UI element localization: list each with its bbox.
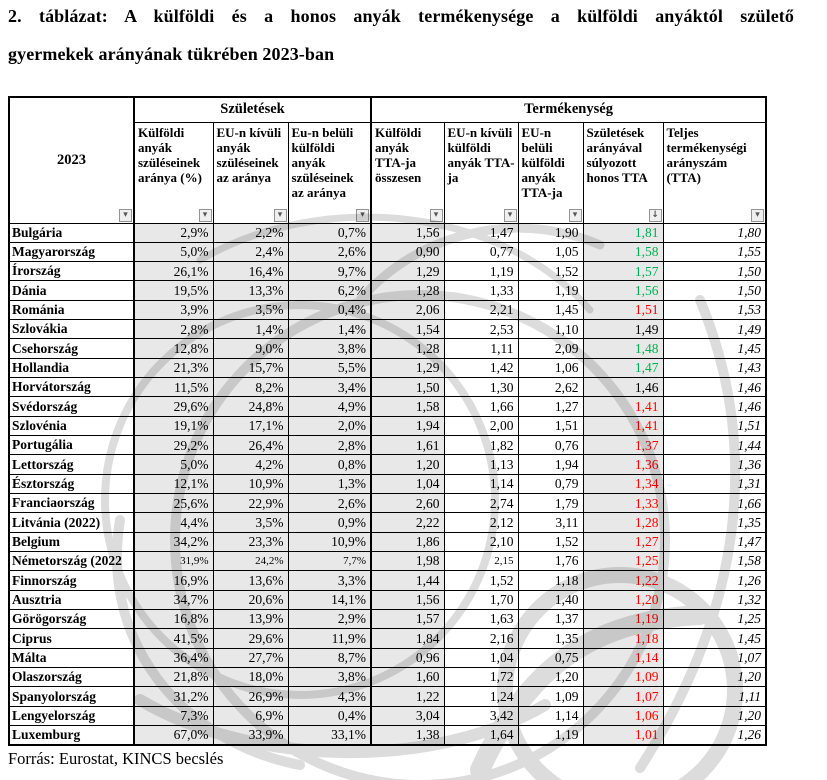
col-header-weighted-native-tfr: Születések arányával súlyozott honos TTA ↓ — [583, 122, 663, 223]
table-row — [9, 397, 766, 416]
value-cell: 1,20 — [518, 668, 583, 687]
value-cell: 2,74 — [444, 494, 518, 513]
value-cell: 1,20 — [371, 455, 444, 474]
value-cell: 1,09 — [518, 687, 583, 706]
value-cell: 1,76 — [518, 552, 583, 571]
filter-button[interactable]: ▾ — [569, 209, 582, 222]
value-cell: 1,82 — [444, 436, 518, 455]
value-cell: 1,60 — [371, 668, 444, 687]
value-cell: 1,52 — [518, 532, 583, 551]
filter-button[interactable]: ▾ — [199, 209, 212, 222]
country-cell: Írország — [9, 262, 134, 281]
value-cell: 1,04 — [444, 648, 518, 667]
col-header-eu-births-share: Eu-n belüli külföldi anyák szüléseinek az aránya ▾ — [288, 122, 371, 223]
value-cell: 2,00 — [444, 416, 518, 435]
value-cell: 0,75 — [518, 648, 583, 667]
table-row — [9, 339, 766, 358]
year-label: 2023 — [57, 151, 86, 168]
country-cell: Svédország — [9, 397, 134, 416]
value-cell: 14,1% — [288, 590, 371, 609]
value-cell: 1,55 — [663, 242, 766, 261]
value-cell: 1,19 — [518, 726, 583, 745]
value-cell: 26,9% — [213, 687, 288, 706]
col-header-non-eu-births-share: EU-n kívüli anyák szüléseinek az aránya ▾ — [213, 122, 288, 223]
country-cell: Olaszország — [9, 668, 134, 687]
value-cell: 3,04 — [371, 706, 444, 725]
country-cell: Portugália — [9, 436, 134, 455]
country-cell: Görögország — [9, 610, 134, 629]
value-cell: 6,9% — [213, 706, 288, 725]
value-cell: 33,1% — [288, 726, 371, 745]
value-cell: 11,9% — [288, 629, 371, 648]
value-cell: 0,90 — [371, 242, 444, 261]
value-cell: 7,7% — [288, 552, 371, 571]
value-cell: 17,1% — [213, 416, 288, 435]
value-cell: 1,45 — [518, 300, 583, 319]
value-cell: 1,90 — [518, 223, 583, 242]
value-cell: 1,70 — [444, 590, 518, 609]
table-row — [9, 532, 766, 551]
country-cell: Csehország — [9, 339, 134, 358]
value-cell: 10,9% — [288, 532, 371, 551]
table-header — [9, 97, 766, 223]
value-cell: 41,5% — [134, 629, 213, 648]
table-row — [9, 378, 766, 397]
value-cell: 20,6% — [213, 590, 288, 609]
value-cell: 16,9% — [134, 571, 213, 590]
table-row — [9, 474, 766, 493]
value-cell: 0,77 — [444, 242, 518, 261]
value-cell: 1,57 — [583, 262, 663, 281]
value-cell: 2,21 — [444, 300, 518, 319]
value-cell: 3,4% — [288, 378, 371, 397]
filter-button[interactable]: ▾ — [504, 209, 517, 222]
col-header-total-tfr: Teljes termékenységi arányszám (TTA) ▾ — [663, 122, 766, 223]
value-cell: 1,51 — [663, 416, 766, 435]
country-cell: Bulgária — [9, 223, 134, 242]
value-cell: 5,5% — [288, 358, 371, 377]
value-cell: 1,36 — [663, 455, 766, 474]
value-cell: 1,53 — [663, 300, 766, 319]
value-cell: 1,38 — [371, 726, 444, 745]
value-cell: 21,3% — [134, 358, 213, 377]
value-cell: 1,50 — [371, 378, 444, 397]
filter-button[interactable]: ▾ — [430, 209, 443, 222]
value-cell: 1,37 — [518, 610, 583, 629]
filter-button[interactable]: ▾ — [356, 209, 369, 222]
value-cell: 0,4% — [288, 300, 371, 319]
value-cell: 0,7% — [288, 223, 371, 242]
value-cell: 1,40 — [518, 590, 583, 609]
value-cell: 1,34 — [583, 474, 663, 493]
table-row — [9, 706, 766, 725]
value-cell: 1,04 — [371, 474, 444, 493]
filter-button[interactable]: ▾ — [119, 209, 132, 222]
value-cell: 34,2% — [134, 532, 213, 551]
country-cell: Szlovákia — [9, 320, 134, 339]
country-cell: Franciaország — [9, 494, 134, 513]
value-cell: 1,46 — [583, 378, 663, 397]
value-cell: 16,4% — [213, 262, 288, 281]
value-cell: 1,48 — [583, 339, 663, 358]
value-cell: 1,47 — [444, 223, 518, 242]
value-cell: 1,94 — [518, 455, 583, 474]
table-row — [9, 436, 766, 455]
value-cell: 5,0% — [134, 242, 213, 261]
source-note: Forrás: Eurostat, KINCS becslés — [8, 749, 224, 768]
table-row — [9, 242, 766, 261]
value-cell: 1,61 — [371, 436, 444, 455]
value-cell: 13,9% — [213, 610, 288, 629]
country-cell: Németország (2022 — [9, 552, 134, 571]
value-cell: 1,49 — [663, 320, 766, 339]
value-cell: 2,06 — [371, 300, 444, 319]
group-header-births: Születések — [134, 97, 371, 122]
value-cell: 1,79 — [518, 494, 583, 513]
table-row — [9, 590, 766, 609]
value-cell: 24,8% — [213, 397, 288, 416]
value-cell: 1,26 — [663, 726, 766, 745]
value-cell: 4,9% — [288, 397, 371, 416]
table-row — [9, 358, 766, 377]
value-cell: 19,5% — [134, 281, 213, 300]
value-cell: 1,13 — [444, 455, 518, 474]
value-cell: 1,14 — [518, 706, 583, 725]
value-cell: 1,33 — [444, 281, 518, 300]
value-cell: 1,37 — [583, 436, 663, 455]
value-cell: 3,8% — [288, 668, 371, 687]
value-cell: 1,58 — [583, 242, 663, 261]
country-cell: Belgium — [9, 532, 134, 551]
value-cell: 26,4% — [213, 436, 288, 455]
value-cell: 18,0% — [213, 668, 288, 687]
value-cell: 0,9% — [288, 513, 371, 532]
value-cell: 2,8% — [288, 436, 371, 455]
value-cell: 1,47 — [583, 358, 663, 377]
value-cell: 4,2% — [213, 455, 288, 474]
filter-button[interactable]: ▾ — [274, 209, 287, 222]
value-cell: 1,32 — [663, 590, 766, 609]
value-cell: 2,9% — [288, 610, 371, 629]
value-cell: 1,45 — [663, 339, 766, 358]
country-cell: Luxemburg — [9, 726, 134, 745]
year-header-cell — [9, 97, 134, 223]
country-cell: Dánia — [9, 281, 134, 300]
value-cell: 1,36 — [583, 455, 663, 474]
value-cell: 0,96 — [371, 648, 444, 667]
col-header-foreign-births-share: Külföldi anyák szüléseinek aránya (%) ▾ — [134, 122, 213, 223]
value-cell: 15,7% — [213, 358, 288, 377]
filter-sort-button[interactable]: ↓ — [649, 209, 662, 222]
country-cell: Lengyelország — [9, 706, 134, 725]
value-cell: 2,6% — [288, 494, 371, 513]
value-cell: 3,42 — [444, 706, 518, 725]
table-row — [9, 571, 766, 590]
value-cell: 1,27 — [583, 532, 663, 551]
value-cell: 1,06 — [583, 706, 663, 725]
value-cell: 1,18 — [583, 629, 663, 648]
value-cell: 1,24 — [444, 687, 518, 706]
value-cell: 1,28 — [371, 339, 444, 358]
value-cell: 1,72 — [444, 668, 518, 687]
value-cell: 0,8% — [288, 455, 371, 474]
country-cell: Románia — [9, 300, 134, 319]
value-cell: 1,29 — [371, 358, 444, 377]
value-cell: 29,6% — [213, 629, 288, 648]
value-cell: 29,6% — [134, 397, 213, 416]
value-cell: 2,53 — [444, 320, 518, 339]
value-cell: 1,52 — [444, 571, 518, 590]
value-cell: 1,09 — [583, 668, 663, 687]
filter-button[interactable]: ▾ — [751, 209, 764, 222]
value-cell: 1,22 — [583, 571, 663, 590]
value-cell: 1,31 — [663, 474, 766, 493]
fertility-table — [8, 96, 767, 746]
value-cell: 24,2% — [213, 552, 288, 571]
value-cell: 3,8% — [288, 339, 371, 358]
value-cell: 1,07 — [663, 648, 766, 667]
table-row — [9, 629, 766, 648]
value-cell: 2,2% — [213, 223, 288, 242]
value-cell: 1,45 — [663, 629, 766, 648]
value-cell: 29,2% — [134, 436, 213, 455]
country-cell: Észtország — [9, 474, 134, 493]
value-cell: 1,18 — [518, 571, 583, 590]
value-cell: 1,4% — [213, 320, 288, 339]
value-cell: 1,41 — [583, 416, 663, 435]
value-cell: 67,0% — [134, 726, 213, 745]
value-cell: 1,94 — [371, 416, 444, 435]
value-cell: 1,20 — [583, 590, 663, 609]
value-cell: 8,7% — [288, 648, 371, 667]
country-cell: Málta — [9, 648, 134, 667]
table-row — [9, 726, 766, 745]
value-cell: 2,15 — [444, 552, 518, 571]
value-cell: 1,28 — [371, 281, 444, 300]
value-cell: 1,19 — [518, 281, 583, 300]
value-cell: 1,54 — [371, 320, 444, 339]
value-cell: 2,62 — [518, 378, 583, 397]
value-cell: 1,47 — [663, 532, 766, 551]
value-cell: 1,86 — [371, 532, 444, 551]
value-cell: 1,43 — [663, 358, 766, 377]
table-row — [9, 300, 766, 319]
value-cell: 1,46 — [663, 397, 766, 416]
value-cell: 2,09 — [518, 339, 583, 358]
value-cell: 1,66 — [663, 494, 766, 513]
country-cell: Ciprus — [9, 629, 134, 648]
value-cell: 2,6% — [288, 242, 371, 261]
value-cell: 3,5% — [213, 300, 288, 319]
value-cell: 23,3% — [213, 532, 288, 551]
value-cell: 13,6% — [213, 571, 288, 590]
table-row — [9, 648, 766, 667]
value-cell: 1,26 — [663, 571, 766, 590]
value-cell: 21,8% — [134, 668, 213, 687]
value-cell: 7,3% — [134, 706, 213, 725]
value-cell: 1,44 — [371, 571, 444, 590]
value-cell: 2,60 — [371, 494, 444, 513]
value-cell: 1,52 — [518, 262, 583, 281]
value-cell: 2,10 — [444, 532, 518, 551]
value-cell: 1,14 — [583, 648, 663, 667]
value-cell: 1,42 — [444, 358, 518, 377]
value-cell: 1,11 — [663, 687, 766, 706]
value-cell: 1,30 — [444, 378, 518, 397]
value-cell: 1,80 — [663, 223, 766, 242]
value-cell: 1,19 — [444, 262, 518, 281]
value-cell: 3,3% — [288, 571, 371, 590]
value-cell: 2,22 — [371, 513, 444, 532]
value-cell: 1,56 — [371, 590, 444, 609]
country-cell: Hollandia — [9, 358, 134, 377]
value-cell: 1,46 — [663, 378, 766, 397]
value-cell: 1,63 — [444, 610, 518, 629]
value-cell: 27,7% — [213, 648, 288, 667]
value-cell: 1,06 — [518, 358, 583, 377]
country-cell: Horvátország — [9, 378, 134, 397]
table-row — [9, 668, 766, 687]
value-cell: 1,51 — [583, 300, 663, 319]
value-cell: 1,35 — [518, 629, 583, 648]
value-cell: 1,35 — [663, 513, 766, 532]
country-cell: Magyarország — [9, 242, 134, 261]
value-cell: 8,2% — [213, 378, 288, 397]
value-cell: 19,1% — [134, 416, 213, 435]
value-cell: 22,9% — [213, 494, 288, 513]
value-cell: 2,8% — [134, 320, 213, 339]
country-cell: Finnország — [9, 571, 134, 590]
value-cell: 1,27 — [518, 397, 583, 416]
table-body — [9, 223, 766, 745]
value-cell: 1,56 — [371, 223, 444, 242]
value-cell: 1,81 — [583, 223, 663, 242]
value-cell: 9,0% — [213, 339, 288, 358]
country-cell: Ausztria — [9, 590, 134, 609]
value-cell: 1,10 — [518, 320, 583, 339]
group-header-fertility: Termékenység — [371, 97, 766, 122]
value-cell: 1,11 — [444, 339, 518, 358]
table-row — [9, 262, 766, 281]
country-cell: Lettország — [9, 455, 134, 474]
value-cell: 1,49 — [583, 320, 663, 339]
value-cell: 4,3% — [288, 687, 371, 706]
value-cell: 5,0% — [134, 455, 213, 474]
value-cell: 1,22 — [371, 687, 444, 706]
value-cell: 2,4% — [213, 242, 288, 261]
value-cell: 3,11 — [518, 513, 583, 532]
table-row — [9, 223, 766, 242]
value-cell: 1,50 — [663, 262, 766, 281]
value-cell: 33,9% — [213, 726, 288, 745]
value-cell: 0,4% — [288, 706, 371, 725]
value-cell: 1,20 — [663, 706, 766, 725]
col-header-non-eu-tfr: EU-n kívüli külföldi anyák TTA-ja ▾ — [444, 122, 518, 223]
value-cell: 16,8% — [134, 610, 213, 629]
table-row — [9, 513, 766, 532]
value-cell: 34,7% — [134, 590, 213, 609]
page-title-line-1: 2. táblázat: A külföldi és a honos anyák termékenysége a külföldi anyáktól születő — [8, 6, 794, 26]
table-row — [9, 320, 766, 339]
value-cell: 1,44 — [663, 436, 766, 455]
value-cell: 3,9% — [134, 300, 213, 319]
value-cell: 36,4% — [134, 648, 213, 667]
value-cell: 1,50 — [663, 281, 766, 300]
value-cell: 1,05 — [518, 242, 583, 261]
value-cell: 1,3% — [288, 474, 371, 493]
page-title-line-2: gyermekek arányának tükrében 2023-ban — [8, 44, 335, 64]
value-cell: 10,9% — [213, 474, 288, 493]
value-cell: 1,98 — [371, 552, 444, 571]
table-row — [9, 494, 766, 513]
table-row — [9, 455, 766, 474]
value-cell: 1,57 — [371, 610, 444, 629]
value-cell: 1,41 — [583, 397, 663, 416]
value-cell: 1,66 — [444, 397, 518, 416]
table-row — [9, 281, 766, 300]
table-row — [9, 416, 766, 435]
value-cell: 9,7% — [288, 262, 371, 281]
country-cell: Spanyolország — [9, 687, 134, 706]
value-cell: 1,84 — [371, 629, 444, 648]
value-cell: 4,4% — [134, 513, 213, 532]
value-cell: 1,25 — [663, 610, 766, 629]
value-cell: 1,58 — [371, 397, 444, 416]
value-cell: 31,9% — [134, 552, 213, 571]
value-cell: 1,14 — [444, 474, 518, 493]
value-cell: 1,01 — [583, 726, 663, 745]
table-row — [9, 552, 766, 571]
value-cell: 13,3% — [213, 281, 288, 300]
value-cell: 0,76 — [518, 436, 583, 455]
value-cell: 11,5% — [134, 378, 213, 397]
value-cell: 1,64 — [444, 726, 518, 745]
value-cell: 1,29 — [371, 262, 444, 281]
value-cell: 1,07 — [583, 687, 663, 706]
value-cell: 12,8% — [134, 339, 213, 358]
value-cell: 31,2% — [134, 687, 213, 706]
col-header-eu-tfr: EU-n belüli külföldi anyák TTA-ja ▾ — [518, 122, 583, 223]
value-cell: 1,56 — [583, 281, 663, 300]
country-cell: Szlovénia — [9, 416, 134, 435]
value-cell: 1,25 — [583, 552, 663, 571]
country-cell: Litvánia (2022) — [9, 513, 134, 532]
value-cell: 2,12 — [444, 513, 518, 532]
value-cell: 6,2% — [288, 281, 371, 300]
table-row — [9, 610, 766, 629]
value-cell: 2,9% — [134, 223, 213, 242]
value-cell: 1,4% — [288, 320, 371, 339]
value-cell: 25,6% — [134, 494, 213, 513]
table-row — [9, 687, 766, 706]
value-cell: 12,1% — [134, 474, 213, 493]
value-cell: 3,5% — [213, 513, 288, 532]
col-header-foreign-tfr-total: Külföldi anyák TTA-ja összesen ▾ — [371, 122, 444, 223]
value-cell: 1,58 — [663, 552, 766, 571]
value-cell: 1,28 — [583, 513, 663, 532]
value-cell: 2,0% — [288, 416, 371, 435]
value-cell: 1,19 — [583, 610, 663, 629]
value-cell: 26,1% — [134, 262, 213, 281]
value-cell: 1,33 — [583, 494, 663, 513]
value-cell: 1,20 — [663, 668, 766, 687]
value-cell: 0,79 — [518, 474, 583, 493]
value-cell: 2,16 — [444, 629, 518, 648]
value-cell: 1,51 — [518, 416, 583, 435]
